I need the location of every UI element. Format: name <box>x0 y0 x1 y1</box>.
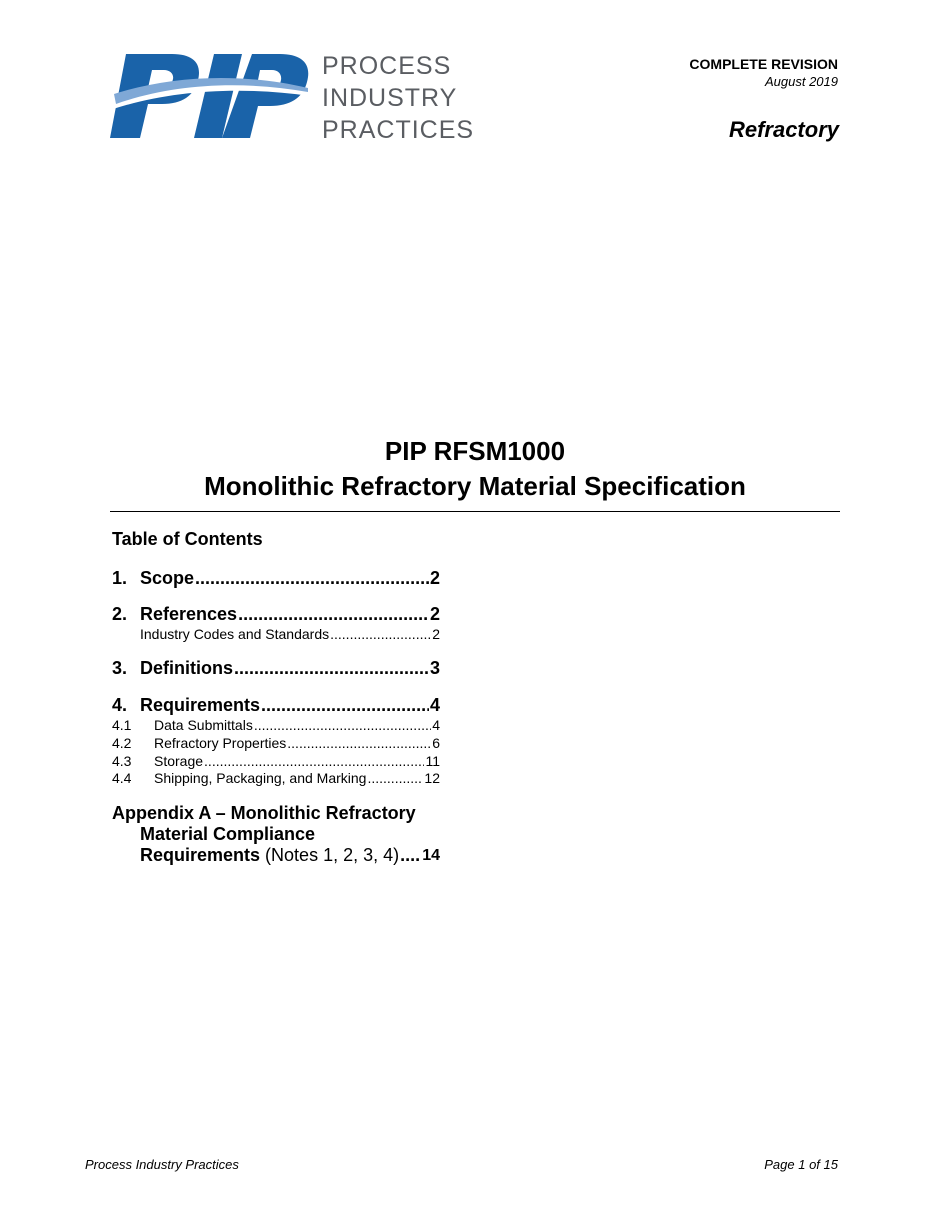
toc-item-definitions[interactable] <box>112 655 440 679</box>
toc-subitem-shipping[interactable] <box>112 768 440 786</box>
toc-page: 4 <box>429 695 440 715</box>
toc-leader <box>287 735 431 751</box>
toc-label: Requirements <box>140 695 261 715</box>
toc-leader <box>367 770 423 786</box>
toc-number: 4. <box>112 695 128 715</box>
toc-sub-number: 4.2 <box>112 735 132 751</box>
toc-sub-label: Refractory Properties <box>154 735 287 751</box>
toc-leader <box>261 695 429 716</box>
toc-appendix-notes: (Notes 1, 2, 3, 4) <box>265 845 400 865</box>
toc-item-requirements[interactable] <box>112 692 440 716</box>
toc-leader <box>204 753 424 769</box>
logo-line-2: INDUSTRY <box>322 84 458 112</box>
revision-date: August 2019 <box>764 74 838 89</box>
toc-subitem-refractory-properties[interactable] <box>112 733 440 751</box>
revision-block <box>689 56 838 90</box>
toc-subitem-industry-codes[interactable] <box>112 624 440 642</box>
title-divider <box>110 511 840 512</box>
toc-sub-number: 4.4 <box>112 770 132 786</box>
toc-sub-page: 12 <box>424 770 440 786</box>
toc-leader <box>238 604 429 625</box>
toc-label: References <box>140 604 238 624</box>
toc-page: 2 <box>429 568 440 588</box>
toc-number: 2. <box>112 604 128 624</box>
toc-leader <box>400 845 421 866</box>
toc-number: 1. <box>112 568 128 588</box>
toc-sub-label: Shipping, Packaging, and Marking <box>154 770 367 786</box>
toc-appendix-line-1[interactable]: Appendix A – Monolithic Refractory <box>112 803 416 823</box>
toc-item-scope[interactable] <box>112 565 440 589</box>
toc-subitem-storage[interactable] <box>112 751 440 769</box>
toc-sub-label: Data Submittals <box>154 717 253 733</box>
toc-page: 2 <box>429 604 440 624</box>
logo-line-1: PROCESS <box>322 52 452 80</box>
toc-number: 3. <box>112 658 128 678</box>
toc-appendix-line-2[interactable]: Material Compliance <box>140 824 316 844</box>
document-title: Monolithic Refractory Material Specification <box>204 471 746 501</box>
document-code: PIP RFSM1000 <box>384 436 566 466</box>
toc-sub-page: 4 <box>432 717 440 733</box>
toc-sub-page: 11 <box>425 753 440 769</box>
toc-label: Scope <box>140 568 195 588</box>
toc-page: 3 <box>429 658 440 678</box>
toc-leader <box>234 658 429 679</box>
revision-status: COMPLETE REVISION <box>689 56 838 72</box>
pip-logo-icon <box>110 52 310 140</box>
logo-wordmark <box>322 50 474 146</box>
toc-subitem-data-submittals[interactable] <box>112 715 440 733</box>
toc-sub-label: Storage <box>154 753 204 769</box>
page-title <box>110 434 840 504</box>
category-label: Refractory <box>728 117 839 142</box>
toc-sub-label: Industry Codes and Standards <box>140 626 330 642</box>
toc-sub-number: 4.1 <box>112 717 132 733</box>
toc-heading: Table of Contents <box>112 529 263 549</box>
toc-item-references[interactable] <box>112 601 440 625</box>
toc-sub-page: 6 <box>432 735 440 751</box>
toc-label: Definitions <box>140 658 233 678</box>
toc-appendix-line-3[interactable] <box>140 845 440 866</box>
toc-leader <box>330 626 431 642</box>
toc-leader <box>195 568 429 589</box>
logo-line-3: PRACTICES <box>322 116 475 144</box>
toc-sub-number: 4.3 <box>112 753 132 769</box>
toc-appendix-page: 14 <box>422 847 440 864</box>
toc-appendix-label: Requirements <box>140 845 261 865</box>
footer-page-number: Page 1 of 15 <box>764 1157 838 1172</box>
toc-sub-page: 2 <box>432 626 440 642</box>
toc-leader <box>254 717 431 733</box>
footer-org: Process Industry Practices <box>85 1157 239 1172</box>
